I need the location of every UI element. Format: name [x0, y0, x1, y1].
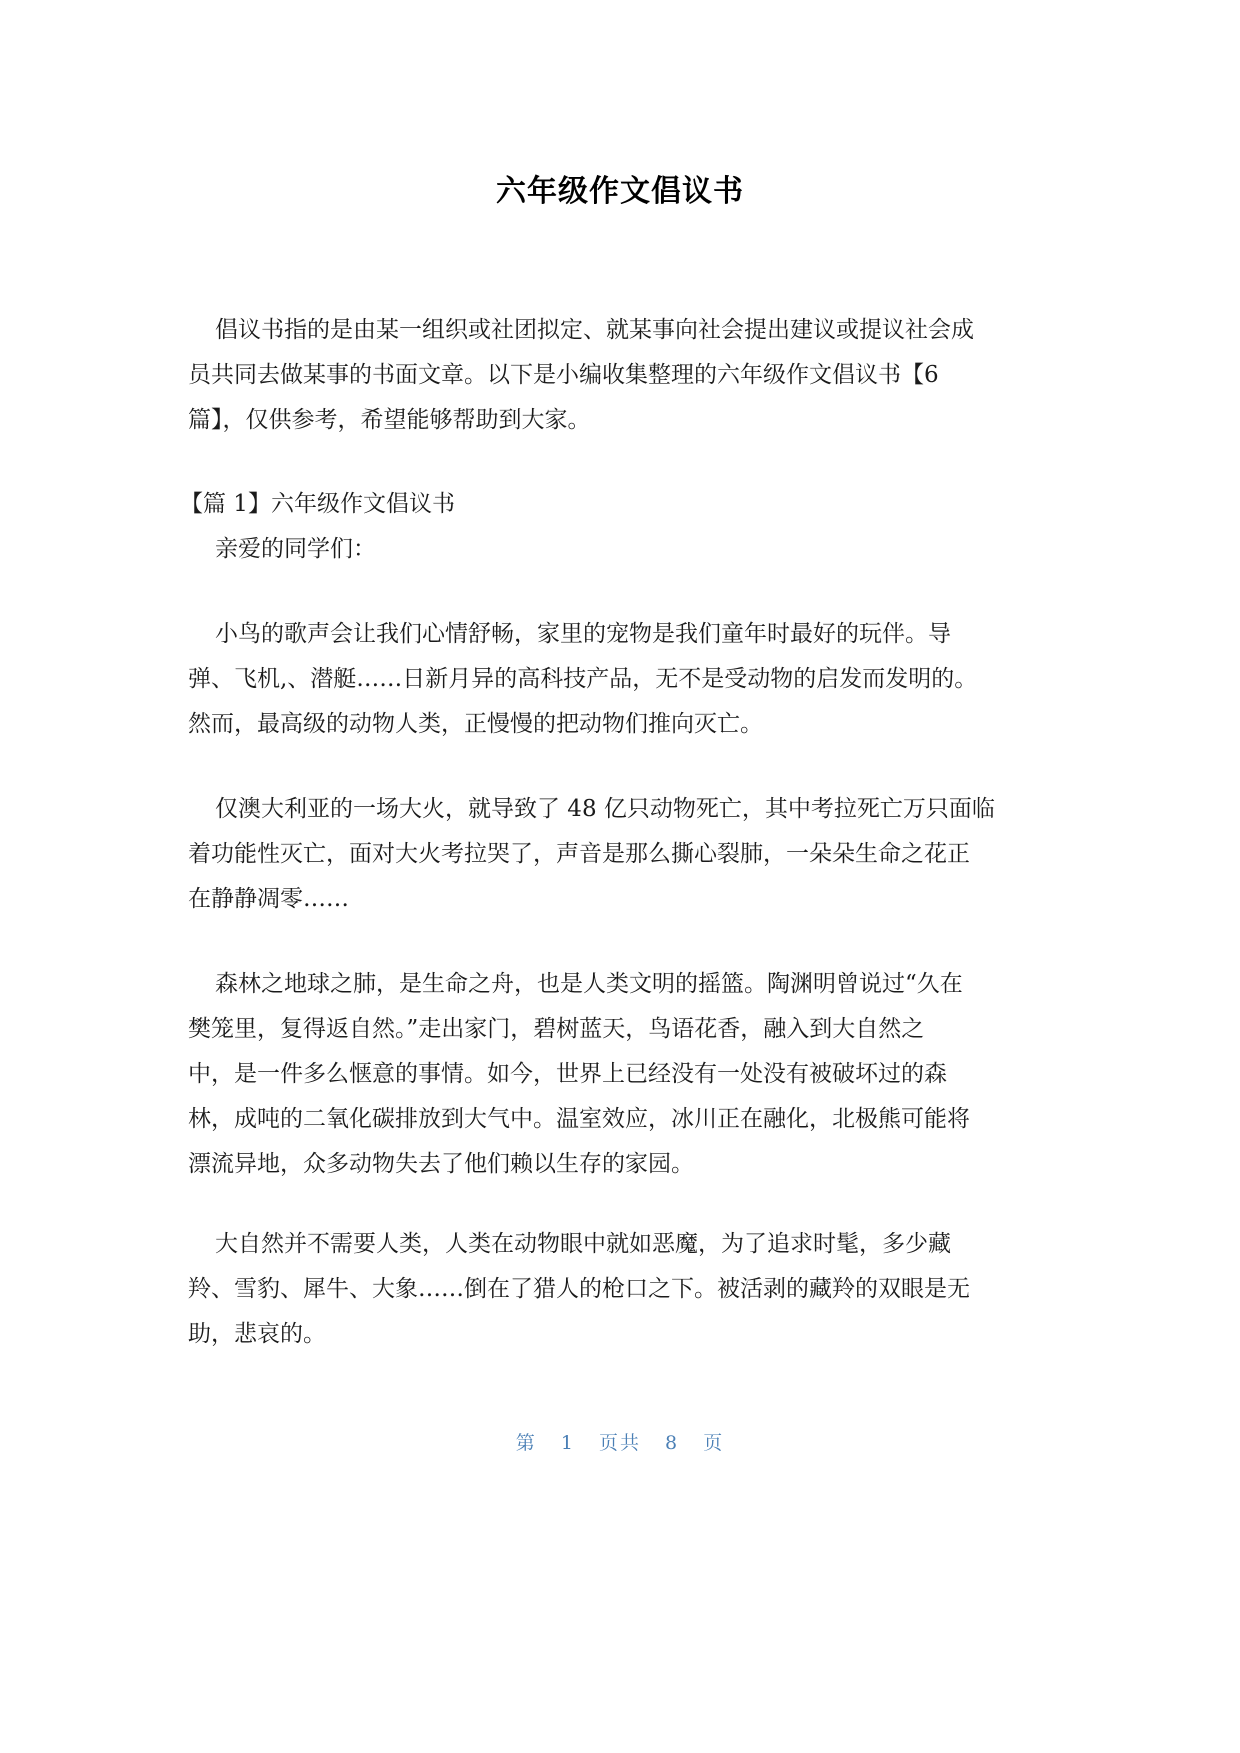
intro-paragraph [188, 308, 1058, 443]
paragraph-line: 着功能性灭亡，面对大火考拉哭了，声音是那么撕心裂肺，一朵朵生命之花正 [188, 841, 970, 867]
paragraph-line: 然而，最高级的动物人类，正慢慢的把动物们推向灭亡。 [188, 711, 763, 737]
total-pages-number: 8 [665, 1432, 680, 1454]
page-footer [0, 1428, 1240, 1455]
salutation: 亲爱的同学们： [215, 536, 376, 562]
current-page-number: 1 [560, 1432, 575, 1454]
body-paragraph [188, 787, 1058, 922]
intro-line: 篇】，仅供参考，希望能够帮助到大家。 [188, 407, 591, 433]
paragraph-line: 大自然并不需要人类，人类在动物眼中就如恶魔，为了追求时髦，多少藏 [215, 1231, 951, 1257]
footer-prefix: 第 [515, 1432, 537, 1454]
paragraph-line: 仅澳大利亚的一场大火，就导致了 48 亿只动物死亡，其中考拉死亡万只面临 [215, 796, 995, 822]
paragraph-line: 中，是一件多么惬意的事情。如今，世界上已经没有一处没有被破坏过的森 [188, 1061, 947, 1087]
paragraph-line: 羚、雪豹、犀牛、大象……倒在了猎人的枪口之下。被活剥的藏羚的双眼是无 [188, 1276, 970, 1302]
section-heading: 【篇 1】六年级作文倡议书 [180, 491, 455, 517]
paragraph-line: 林，成吨的二氧化碳排放到大气中。温室效应，冰川正在融化，北极熊可能将 [188, 1106, 970, 1132]
paragraph-line: 樊笼里，复得返自然。”走出家门，碧树蓝天，鸟语花香，融入到大自然之 [188, 1016, 925, 1042]
intro-line: 员共同去做某事的书面文章。以下是小编收集整理的六年级作文倡议书【6 [188, 362, 939, 388]
body-paragraph [188, 612, 1058, 747]
paragraph-line: 弹、飞机,、潜艇……日新月异的高科技产品，无不是受动物的启发而发明的。 [188, 666, 978, 692]
footer-suffix: 页 [703, 1432, 725, 1454]
footer-mid: 页共 [598, 1432, 641, 1454]
paragraph-line: 助，悲哀的。 [188, 1321, 326, 1347]
body-paragraph [188, 962, 1058, 1187]
body-paragraph [188, 1222, 1058, 1357]
intro-line: 倡议书指的是由某一组织或社团拟定、就某事向社会提出建议或提议社会成 [215, 317, 974, 343]
paragraph-line: 森林之地球之肺，是生命之舟，也是人类文明的摇篮。陶渊明曾说过“久在 [215, 971, 963, 997]
paragraph-line: 小鸟的歌声会让我们心情舒畅，家里的宠物是我们童年时最好的玩伴。导 [215, 621, 951, 647]
paragraph-line: 漂流异地，众多动物失去了他们赖以生存的家园。 [188, 1151, 694, 1177]
paragraph-line: 在静静凋零…… [188, 886, 349, 912]
document-title: 六年级作文倡议书 [496, 174, 744, 209]
